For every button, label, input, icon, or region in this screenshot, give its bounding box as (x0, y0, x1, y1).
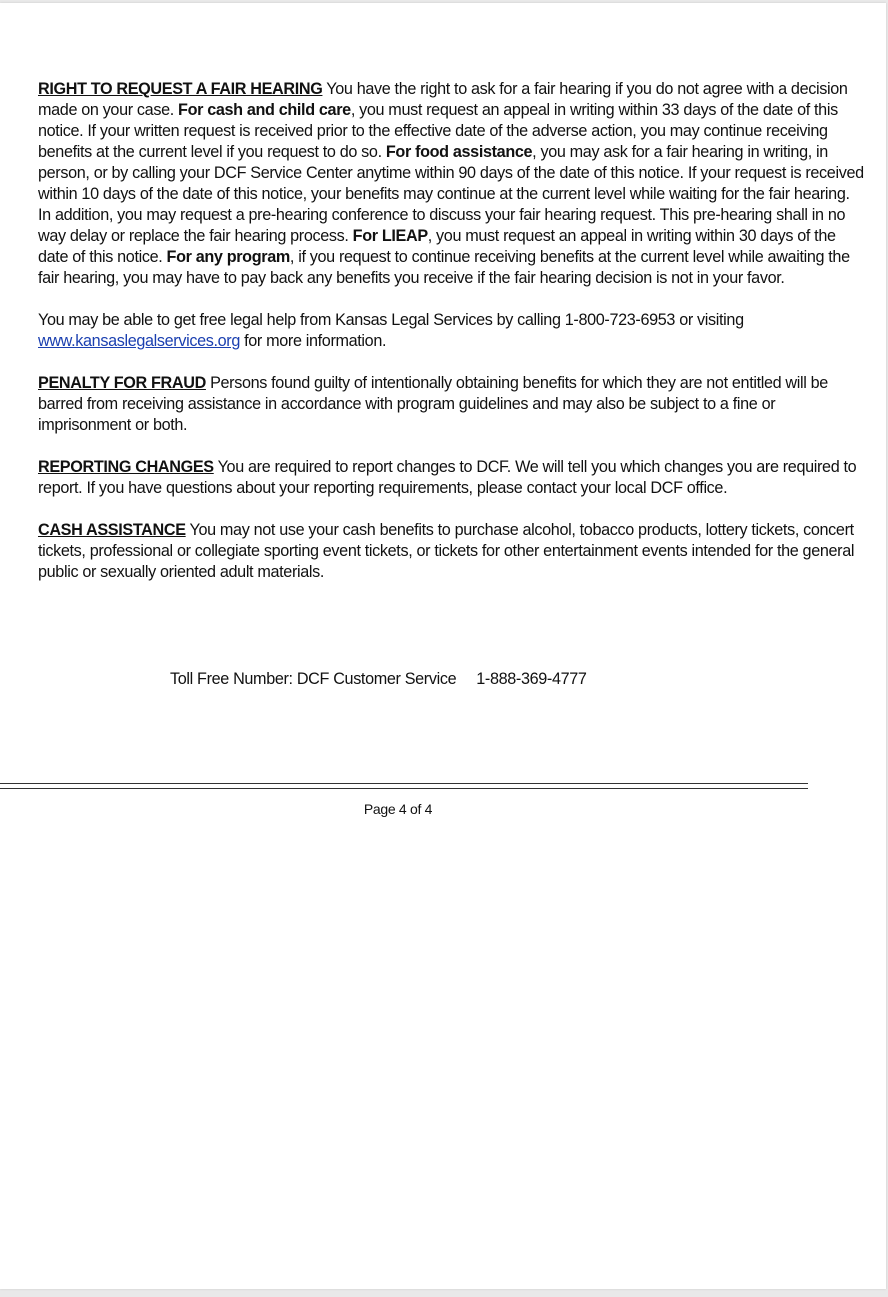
toll-free-label: Toll Free Number: DCF Customer Service (170, 670, 457, 688)
cash-assistance-paragraph (38, 520, 866, 583)
fair-hearing-text-3: , you may ask for a fair hearing in writing, in person, or by calling your DCF Service Center anytime within 90 days of the date of this notice. If your request is received within 10 days of the date of this notice, your benefits may continue at the current level while waiting for the fair hearing. In addition, you may request a pre-hearing conference to discuss your fair hearing request. This pre-hearing shall in no way delay or replace the fair hearing process. (38, 143, 864, 245)
legal-help-paragraph (38, 310, 866, 352)
footer-divider-bottom (0, 788, 808, 789)
fair-hearing-paragraph (38, 79, 866, 289)
fair-hearing-text-5: , if you request to continue receiving benefits at the current level while awaiting the fair hearing, you may have to pay back any benefits you receive if the fair hearing decision is not in your favor. (38, 248, 850, 287)
food-assistance-label: For food assistance (385, 143, 533, 161)
fraud-text: Persons found guilty of intentionally obtaining benefits for which they are not entitled will be barred from receiving assistance in accordance with program guidelines and may also be subject to a fine or imprisonment or both. (38, 374, 828, 434)
reporting-heading: REPORTING CHANGES (38, 458, 214, 476)
fraud-paragraph (38, 373, 866, 436)
page-number: Page 4 of 4 (363, 801, 433, 817)
toll-free-line (170, 669, 587, 690)
fair-hearing-text-4: , you must request an appeal in writing within 30 days of the date of this notice. (38, 227, 836, 266)
fair-hearing-text-2: , you must request an appeal in writing within 33 days of the date of this notice. If your written request is received prior to the effective date of the adverse action, you may continue receiving benefits at the current level if you request to do so. (38, 101, 838, 161)
cash-assistance-text: You may not use your cash benefits to purchase alcohol, tobacco products, lottery tickets, concert tickets, professional or collegiate sporting event tickets, or tickets for other entertainment events intended for the general public or sexually oriented adult materials. (38, 521, 855, 581)
notice-body (38, 79, 866, 604)
fair-hearing-heading: RIGHT TO REQUEST A FAIR HEARING (38, 80, 323, 98)
fraud-heading: PENALTY FOR FRAUD (38, 374, 206, 392)
any-program-label: For any program (166, 248, 290, 266)
reporting-paragraph (38, 457, 866, 499)
legal-help-text-2: for more information. (239, 332, 387, 350)
document-page (0, 3, 886, 1289)
footer-divider-top (0, 783, 808, 784)
legal-help-text-1: You may be able to get free legal help from Kansas Legal Services by calling 1-800-723-6953 or visiting (38, 311, 744, 329)
reporting-text: You are required to report changes to DCF. We will tell you which changes you are required to report. If you have questions about your reporting requirements, please contact your local DCF office. (38, 458, 857, 497)
toll-free-number: 1-888-369-4777 (476, 670, 587, 688)
kansas-legal-services-link[interactable]: www.kansaslegalservices.org (38, 332, 240, 350)
cash-assistance-heading: CASH ASSISTANCE (38, 521, 186, 539)
fair-hearing-text-1: You have the right to ask for a fair hearing if you do not agree with a decision made on your case. (38, 80, 848, 119)
cash-child-care-label: For cash and child care (178, 101, 351, 119)
lieap-label: For LIEAP (352, 227, 428, 245)
